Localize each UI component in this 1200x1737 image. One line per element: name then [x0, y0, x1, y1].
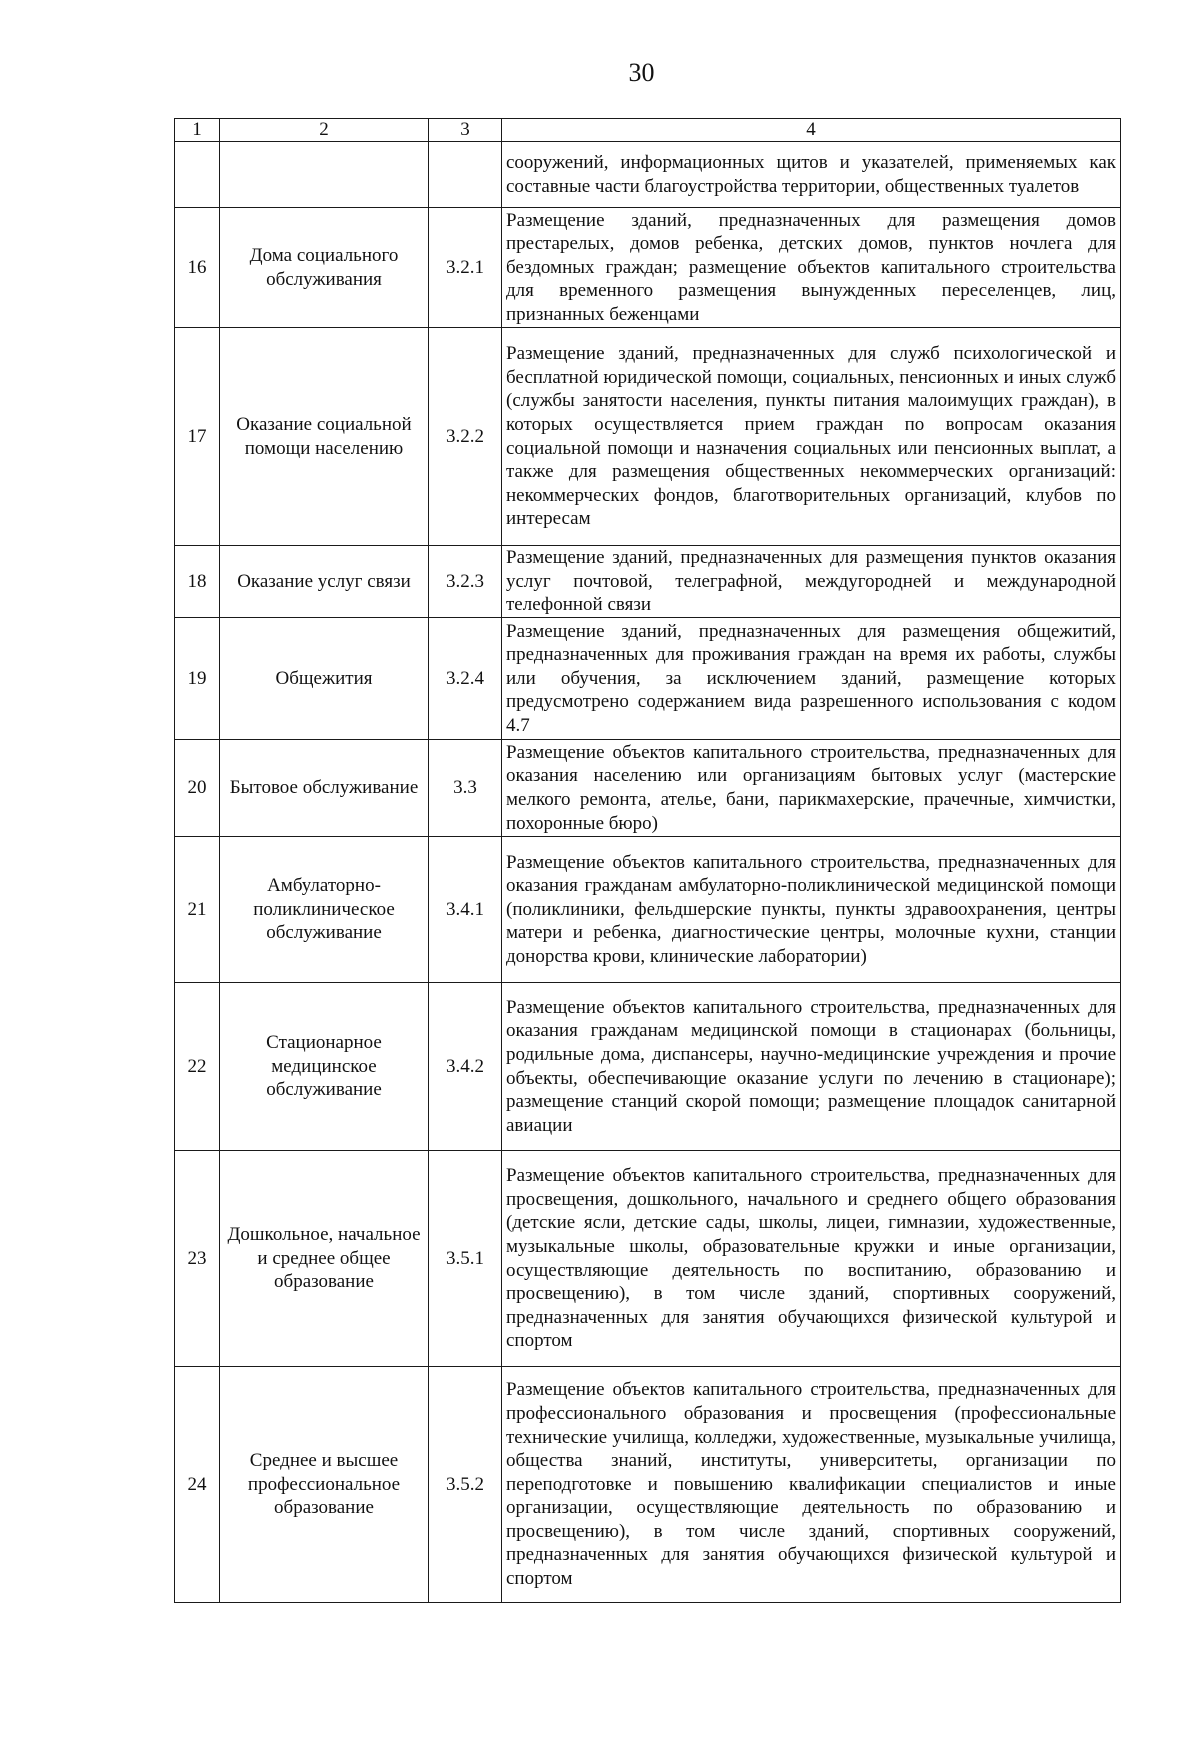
table-row [175, 983, 1121, 1151]
row-number: 24 [175, 1367, 220, 1603]
use-type-code: 3.2.1 [429, 208, 502, 328]
table-row [175, 208, 1121, 328]
row-number [175, 142, 220, 208]
row-number: 18 [175, 546, 220, 618]
column-header-4: 4 [502, 119, 1121, 142]
use-type-name: Среднее и высшее профессиональное образование [220, 1367, 429, 1603]
use-type-description: сооружений, информационных щитов и указателей, применяемых как составные части благоустройства территории, общественных туалетов [502, 142, 1121, 208]
use-type-name: Амбулаторно-поликлиническое обслуживание [220, 837, 429, 983]
use-type-description: Размещение объектов капитального строительства, предназначенных для профессионального образования и просвещения (профессиональные технические училища, колледжи, художественные, музыкальные училища, общества знаний, институты, университеты, организации по переподготовке и повышению квалификации специалистов и иные организации, осуществляющие деятельность по образованию и просвещению), в том числе зданий, спортивных сооружений, предназначенных для занятия обучающихся физической культурой и спортом [502, 1367, 1121, 1603]
use-type-description: Размещение зданий, предназначенных для размещения пунктов оказания услуг почтовой, телеграфной, междугородней и международной телефонной связи [502, 546, 1121, 618]
use-type-description: Размещение объектов капитального строительства, предназначенных для просвещения, дошкольного, начального и среднего общего образования (детские ясли, детские сады, школы, лицеи, гимназии, художественные, музыкальные школы, образовательные кружки и иные организации, осуществляющие деятельность по воспитанию, образованию и просвещению), в том числе зданий, спортивных сооружений, предназначенных для занятия обучающихся физической культурой и спортом [502, 1151, 1121, 1367]
use-type-description: Размещение зданий, предназначенных для размещения домов престарелых, домов ребенка, детских домов, пунктов ночлега для бездомных граждан; размещение объектов капитального строительства для временного размещения вынужденных переселенцев, лиц, признанных беженцами [502, 208, 1121, 328]
table-row [175, 1367, 1121, 1603]
use-type-name: Дошкольное, начальное и среднее общее образование [220, 1151, 429, 1367]
column-header-2: 2 [220, 119, 429, 142]
use-type-code: 3.2.3 [429, 546, 502, 618]
table-row [175, 546, 1121, 618]
use-type-name: Оказание услуг связи [220, 546, 429, 618]
use-type-code [429, 142, 502, 208]
row-number: 17 [175, 328, 220, 546]
land-use-table [174, 118, 1121, 1603]
table-row [175, 142, 1121, 208]
use-type-code: 3.3 [429, 740, 502, 837]
use-type-description: Размещение зданий, предназначенных для служб психологической и бесплатной юридической помощи, социальных, пенсионных и иных служб (службы занятости населения, пункты питания малоимущих граждан), в которых осуществляется прием граждан по вопросам оказания социальной помощи и назначения социальных или пенсионных выплат, а также для размещения общественных некоммерческих организаций: некоммерческих фондов, благотворительных организаций, клубов по интересам [502, 328, 1121, 546]
row-number: 16 [175, 208, 220, 328]
row-number: 21 [175, 837, 220, 983]
column-header-3: 3 [429, 119, 502, 142]
use-type-code: 3.2.2 [429, 328, 502, 546]
table-header-row [175, 119, 1121, 142]
use-type-name: Бытовое обслуживание [220, 740, 429, 837]
use-type-name: Дома социального обслуживания [220, 208, 429, 328]
column-header-1: 1 [175, 119, 220, 142]
row-number: 22 [175, 983, 220, 1151]
page-number: 30 [628, 58, 655, 87]
table-row [175, 328, 1121, 546]
table-row [175, 740, 1121, 837]
table-row [175, 837, 1121, 983]
row-number: 23 [175, 1151, 220, 1367]
use-type-code: 3.4.2 [429, 983, 502, 1151]
use-type-name: Оказание социальной помощи населению [220, 328, 429, 546]
use-type-name: Общежития [220, 618, 429, 740]
use-type-code: 3.5.2 [429, 1367, 502, 1603]
use-type-description: Размещение объектов капитального строительства, предназначенных для оказания гражданам медицинской помощи в стационарах (больницы, родильные дома, диспансеры, научно-медицинские учреждения и прочие объекты, обеспечивающие оказание услуги по лечению в стационаре); размещение станций скорой помощи; размещение площадок санитарной авиации [502, 983, 1121, 1151]
use-type-name [220, 142, 429, 208]
use-type-description: Размещение объектов капитального строительства, предназначенных для оказания населению или организациям бытовых услуг (мастерские мелкого ремонта, ателье, бани, парикмахерские, прачечные, химчистки, похоронные бюро) [502, 740, 1121, 837]
use-type-description: Размещение зданий, предназначенных для размещения общежитий, предназначенных для проживания граждан на время их работы, службы или обучения, за исключением зданий, размещение которых предусмотрено содержанием вида разрешенного использования с кодом 4.7 [502, 618, 1121, 740]
use-type-description: Размещение объектов капитального строительства, предназначенных для оказания гражданам амбулаторно-поликлинической медицинской помощи (поликлиники, фельдшерские пункты, пункты здравоохранения, центры матери и ребенка, диагностические центры, молочные кухни, станции донорства крови, клинические лаборатории) [502, 837, 1121, 983]
use-type-code: 3.5.1 [429, 1151, 502, 1367]
table-row [175, 1151, 1121, 1367]
table-row [175, 618, 1121, 740]
use-type-name: Стационарное медицинское обслуживание [220, 983, 429, 1151]
row-number: 19 [175, 618, 220, 740]
row-number: 20 [175, 740, 220, 837]
use-type-code: 3.2.4 [429, 618, 502, 740]
use-type-code: 3.4.1 [429, 837, 502, 983]
